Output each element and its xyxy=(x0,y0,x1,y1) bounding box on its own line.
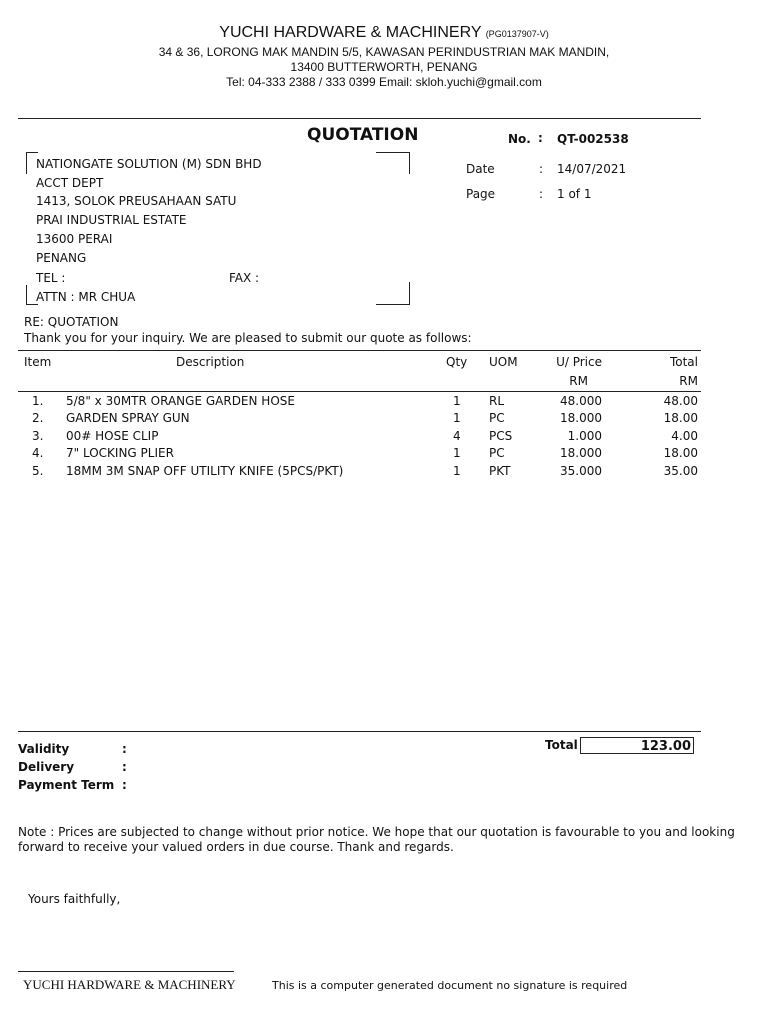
delivery-label: Delivery xyxy=(18,760,75,774)
delivery-colon: : xyxy=(122,760,127,774)
customer-name: NATIONGATE SOLUTION (M) SDN BHD xyxy=(36,157,262,171)
signatory-name: YUCHI HARDWARE & MACHINERY xyxy=(23,977,236,992)
row-uprice: 18.000 xyxy=(560,411,602,425)
company-address-line2: 13400 BUTTERWORTH, PENANG xyxy=(290,60,478,74)
payment-term-label: Payment Term xyxy=(18,778,115,792)
row-total: 4.00 xyxy=(671,429,698,443)
corner-mark-top-left-v xyxy=(26,152,27,174)
company-address-line1: 34 & 36, LORONG MAK MANDIN 5/5, KAWASAN PERINDUSTRIAN MAK MANDIN, xyxy=(158,45,610,59)
total-label: Total xyxy=(545,738,578,752)
customer-attn: ATTN : MR CHUA xyxy=(36,290,136,304)
row-description: 5/8" x 30MTR ORANGE GARDEN HOSE xyxy=(66,394,295,408)
row-total: 18.00 xyxy=(663,446,698,460)
row-qty: 4 xyxy=(453,429,461,443)
row-uom: PKT xyxy=(489,464,511,478)
row-item: 2. xyxy=(32,411,44,425)
customer-tel: TEL : xyxy=(36,271,66,285)
date-label: Date xyxy=(466,162,495,176)
th-description: Description xyxy=(176,355,245,369)
table-top-rule xyxy=(18,350,701,351)
corner-mark-bottom-left-v xyxy=(26,285,27,305)
company-name-text: YUCHI HARDWARE & MACHINERY xyxy=(219,24,482,41)
row-item: 1. xyxy=(32,394,44,408)
row-total: 18.00 xyxy=(663,411,698,425)
computer-generated-note: This is a computer generated document no signature is required xyxy=(272,979,628,992)
row-description: GARDEN SPRAY GUN xyxy=(66,411,190,425)
page-colon: : xyxy=(539,187,544,201)
row-description: 00# HOSE CLIP xyxy=(66,429,159,443)
company-contact: Tel: 04-333 2388 / 333 0399 Email: skloh.yuchi@gmail.com xyxy=(226,75,542,89)
validity-colon: : xyxy=(122,742,127,756)
note-line-2: forward to receive your valued orders in due course. Thank and regards. xyxy=(18,840,454,854)
doc-no-colon: : xyxy=(538,131,543,145)
row-uom: RL xyxy=(489,394,505,408)
customer-fax: FAX : xyxy=(229,271,260,285)
row-total: 48.00 xyxy=(663,394,698,408)
row-qty: 1 xyxy=(453,464,461,478)
date-colon: : xyxy=(539,162,544,176)
page-label: Page xyxy=(466,187,496,201)
row-qty: 1 xyxy=(453,446,461,460)
row-uprice: 48.000 xyxy=(560,394,602,408)
th-total: Total xyxy=(669,355,698,369)
validity-label: Validity xyxy=(18,742,70,756)
row-uprice: 35.000 xyxy=(560,464,602,478)
row-item: 5. xyxy=(32,464,44,478)
doc-no-label: No. xyxy=(508,132,531,146)
th-qty: Qty xyxy=(446,355,468,369)
page-value: 1 of 1 xyxy=(557,187,592,201)
closing: Yours faithfully, xyxy=(28,892,121,906)
th-uom: UOM xyxy=(489,355,518,369)
th-uprice-unit: RM xyxy=(569,374,588,388)
footer-top-rule xyxy=(18,731,701,732)
company-reg-no: (PG0137907-V) xyxy=(485,29,549,39)
customer-address-3: 13600 PERAI xyxy=(36,232,113,246)
company-name xyxy=(0,24,768,42)
row-uom: PC xyxy=(489,411,505,425)
intro-thanks: Thank you for your inquiry. We are pleased to submit our quote as follows: xyxy=(24,331,472,345)
total-value: 123.00 xyxy=(580,737,694,754)
row-qty: 1 xyxy=(453,394,461,408)
th-uprice: U/ Price xyxy=(556,355,602,369)
corner-mark-bottom-right-v xyxy=(409,282,410,304)
table-header-rule xyxy=(18,391,701,392)
row-uom: PC xyxy=(489,446,505,460)
row-item: 3. xyxy=(32,429,44,443)
signature-line xyxy=(18,971,234,972)
header-divider xyxy=(18,118,701,119)
row-description: 7" LOCKING PLIER xyxy=(66,446,174,460)
note-line-1: Note : Prices are subjected to change without prior notice. We hope that our quotation is favourable to you and looking xyxy=(18,825,735,839)
corner-mark-bottom-right xyxy=(376,304,410,305)
customer-address-2: PRAI INDUSTRIAL ESTATE xyxy=(36,213,187,227)
row-qty: 1 xyxy=(453,411,461,425)
re-line: RE: QUOTATION xyxy=(24,315,119,329)
customer-address-1: 1413, SOLOK PREUSAHAAN SATU xyxy=(36,194,237,208)
doc-no-value: QT-002538 xyxy=(557,132,629,146)
customer-address-4: PENANG xyxy=(36,251,87,265)
row-uom: PCS xyxy=(489,429,513,443)
row-item: 4. xyxy=(32,446,44,460)
customer-dept: ACCT DEPT xyxy=(36,176,104,190)
payment-term-colon: : xyxy=(122,778,127,792)
th-item: Item xyxy=(24,355,52,369)
row-description: 18MM 3M SNAP OFF UTILITY KNIFE (5PCS/PKT) xyxy=(66,464,344,478)
corner-mark-top-right xyxy=(376,152,409,153)
corner-mark-top-left xyxy=(26,152,38,153)
corner-mark-top-right-v xyxy=(409,152,410,174)
corner-mark-bottom-left xyxy=(26,304,38,305)
row-uprice: 18.000 xyxy=(560,446,602,460)
row-uprice: 1.000 xyxy=(567,429,602,443)
th-total-unit: RM xyxy=(679,374,698,388)
doc-title: QUOTATION xyxy=(307,125,419,145)
date-value: 14/07/2021 xyxy=(557,162,627,176)
row-total: 35.00 xyxy=(663,464,698,478)
